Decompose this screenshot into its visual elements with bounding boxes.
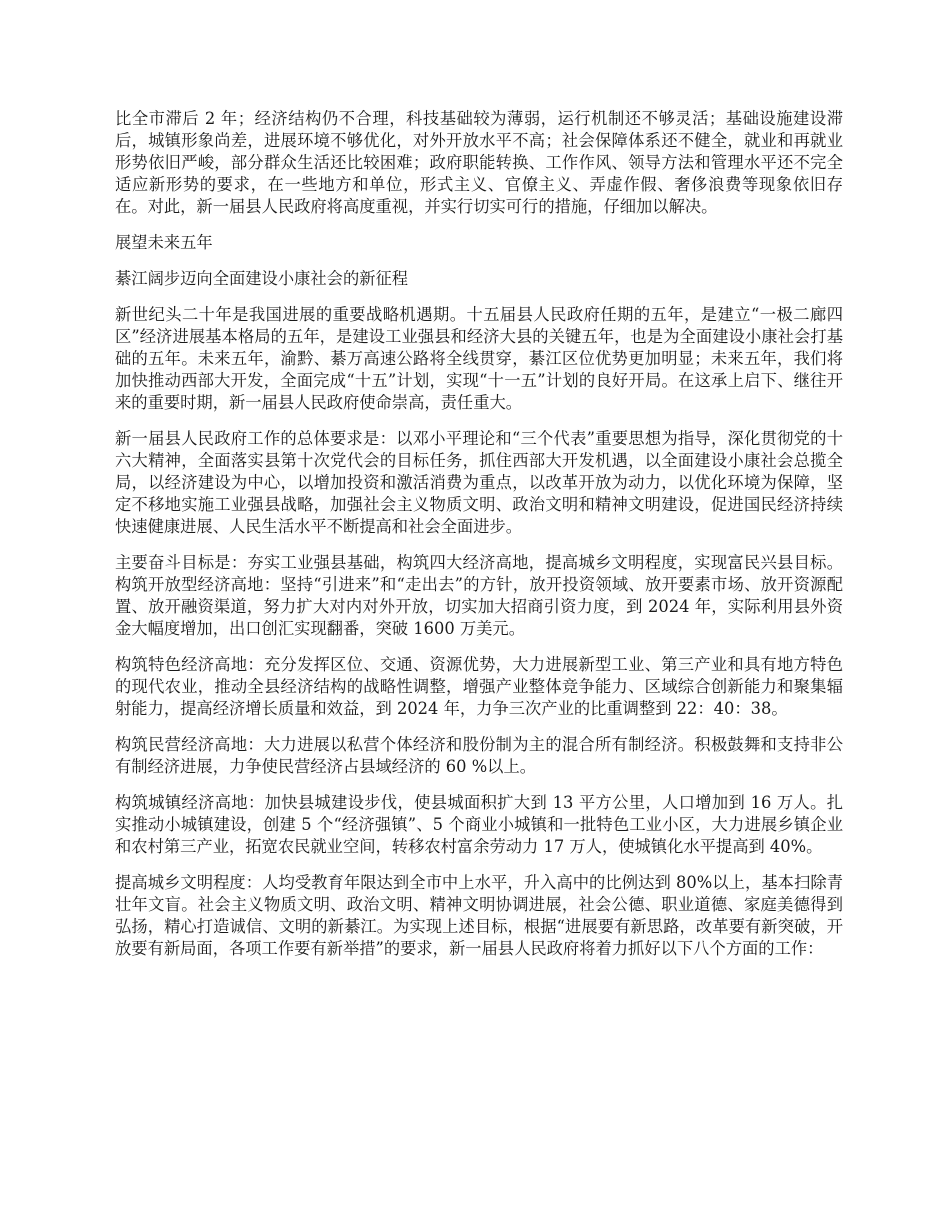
paragraph-private-economy: 构筑民营经济高地：大力进展以私营个体经济和股份制为主的混合所有制经济。积极鼓舞和支持非公有制经济进展，力争使民营经济占县域经济的 60 %以上。 — [115, 735, 843, 776]
paragraph-urban-economy: 构筑城镇经济高地：加快县城建设步伐，使县城面积扩大到 13 平方公里，人口增加到 16 万人。扎实推动小城镇建设，创建 5 个“经济强镇”、5 个商业小城镇和一批特色工业小区，大力进展乡镇企业和农村第三产业，拓宽农民就业空间，转移农村富余劳动力 17 万人，使城镇化水平提高到 40%。 — [115, 793, 843, 856]
document-page — [115, 108, 843, 974]
paragraph-intro: 比全市滞后 2 年；经济结构仍不合理，科技基础较为薄弱，运行机制还不够灵活；基础设施建设滞后，城镇形象尚差，进展环境不够优化，对外开放水平不高；社会保障体系还不健全，就业和再就业形势依旧严峻，部分群众生活还比较困难；政府职能转换、工作作风、领导方法和管理水平还不完全适应新形势的要求，在一些地方和单位，形式主义、官僚主义、弄虚作假、奢侈浪费等现象依旧存在。对此，新一届县人民政府将高度重视，并实行切实可行的措施，仔细加以解决。 — [115, 109, 843, 216]
paragraph-general-requirements: 新一届县人民政府工作的总体要求是：以邓小平理论和“三个代表”重要思想为指导，深化贯彻党的十六大精神，全面落实县第十次党代会的目标任务，抓住西部大开发机遇，以全面建设小康社会总揽全局，以经济建设为中心，以增加投资和激活消费为重点，以改革开放为动力，以优化环境为保障，坚定不移地实施工业强县战略，加强社会主义物质文明、政治文明和精神文明建设，促进国民经济持续快速健康进展、人民生活水平不断提高和社会全面进步。 — [115, 429, 843, 536]
paragraph-special-economy: 构筑特色经济高地：充分发挥区位、交通、资源优势，大力进展新型工业、第三产业和具有地方特色的现代农业，推动全县经济结构的战略性调整，增强产业整体竞争能力、区域综合创新能力和聚集辐射能力，提高经济增长质量和效益，到 2024 年，力争三次产业的比重调整到 22：40：38。 — [115, 655, 843, 718]
paragraph-strategic-period: 新世纪头二十年是我国进展的重要战略机遇期。十五届县人民政府任期的五年，是建立“一极二廊四区”经济进展基本格局的五年，是建设工业强县和经济大县的关键五年，也是为全面建设小康社会打基础的五年。未来五年，渝黔、綦万高速公路将全线贯穿，綦江区位优势更加明显；未来五年，我们将加快推动西部大开发，全面完成“十五”计划，实现“十一五”计划的良好开局。在这承上启下、继往开来的重要时期，新一届县人民政府使命崇高，责任重大。 — [115, 305, 843, 412]
section-subheading: 綦江阔步迈向全面建设小康社会的新征程 — [115, 269, 409, 288]
paragraph-main-goals: 主要奋斗目标是：夯实工业强县基础，构筑四大经济高地，提高城乡文明程度，实现富民兴县目标。构筑开放型经济高地：坚持“引进来”和“走出去”的方针，放开投资领域、放开要素市场、放开资源配置、放开融资渠道，努力扩大对内对外开放，切实加大招商引资力度，到 2024 年，实际利用县外资金大幅度增加，出口创汇实现翻番，突破 1600 万美元。 — [115, 553, 843, 638]
section-heading-outlook: 展望未来五年 — [115, 233, 213, 252]
paragraph-civilization: 提高城乡文明程度：人均受教育年限达到全市中上水平，升入高中的比例达到 80%以上，基本扫除青壮年文盲。社会主义物质文明、政治文明、精神文明协调进展，社会公德、职业道德、家庭美德得到弘扬，精心打造诚信、文明的新綦江。为实现上述目标，根据“进展要有新思路，改革要有新突破，开放要有新局面，各项工作要有新举措”的要求，新一届县人民政府将着力抓好以下八个方面的工作： — [115, 873, 843, 958]
